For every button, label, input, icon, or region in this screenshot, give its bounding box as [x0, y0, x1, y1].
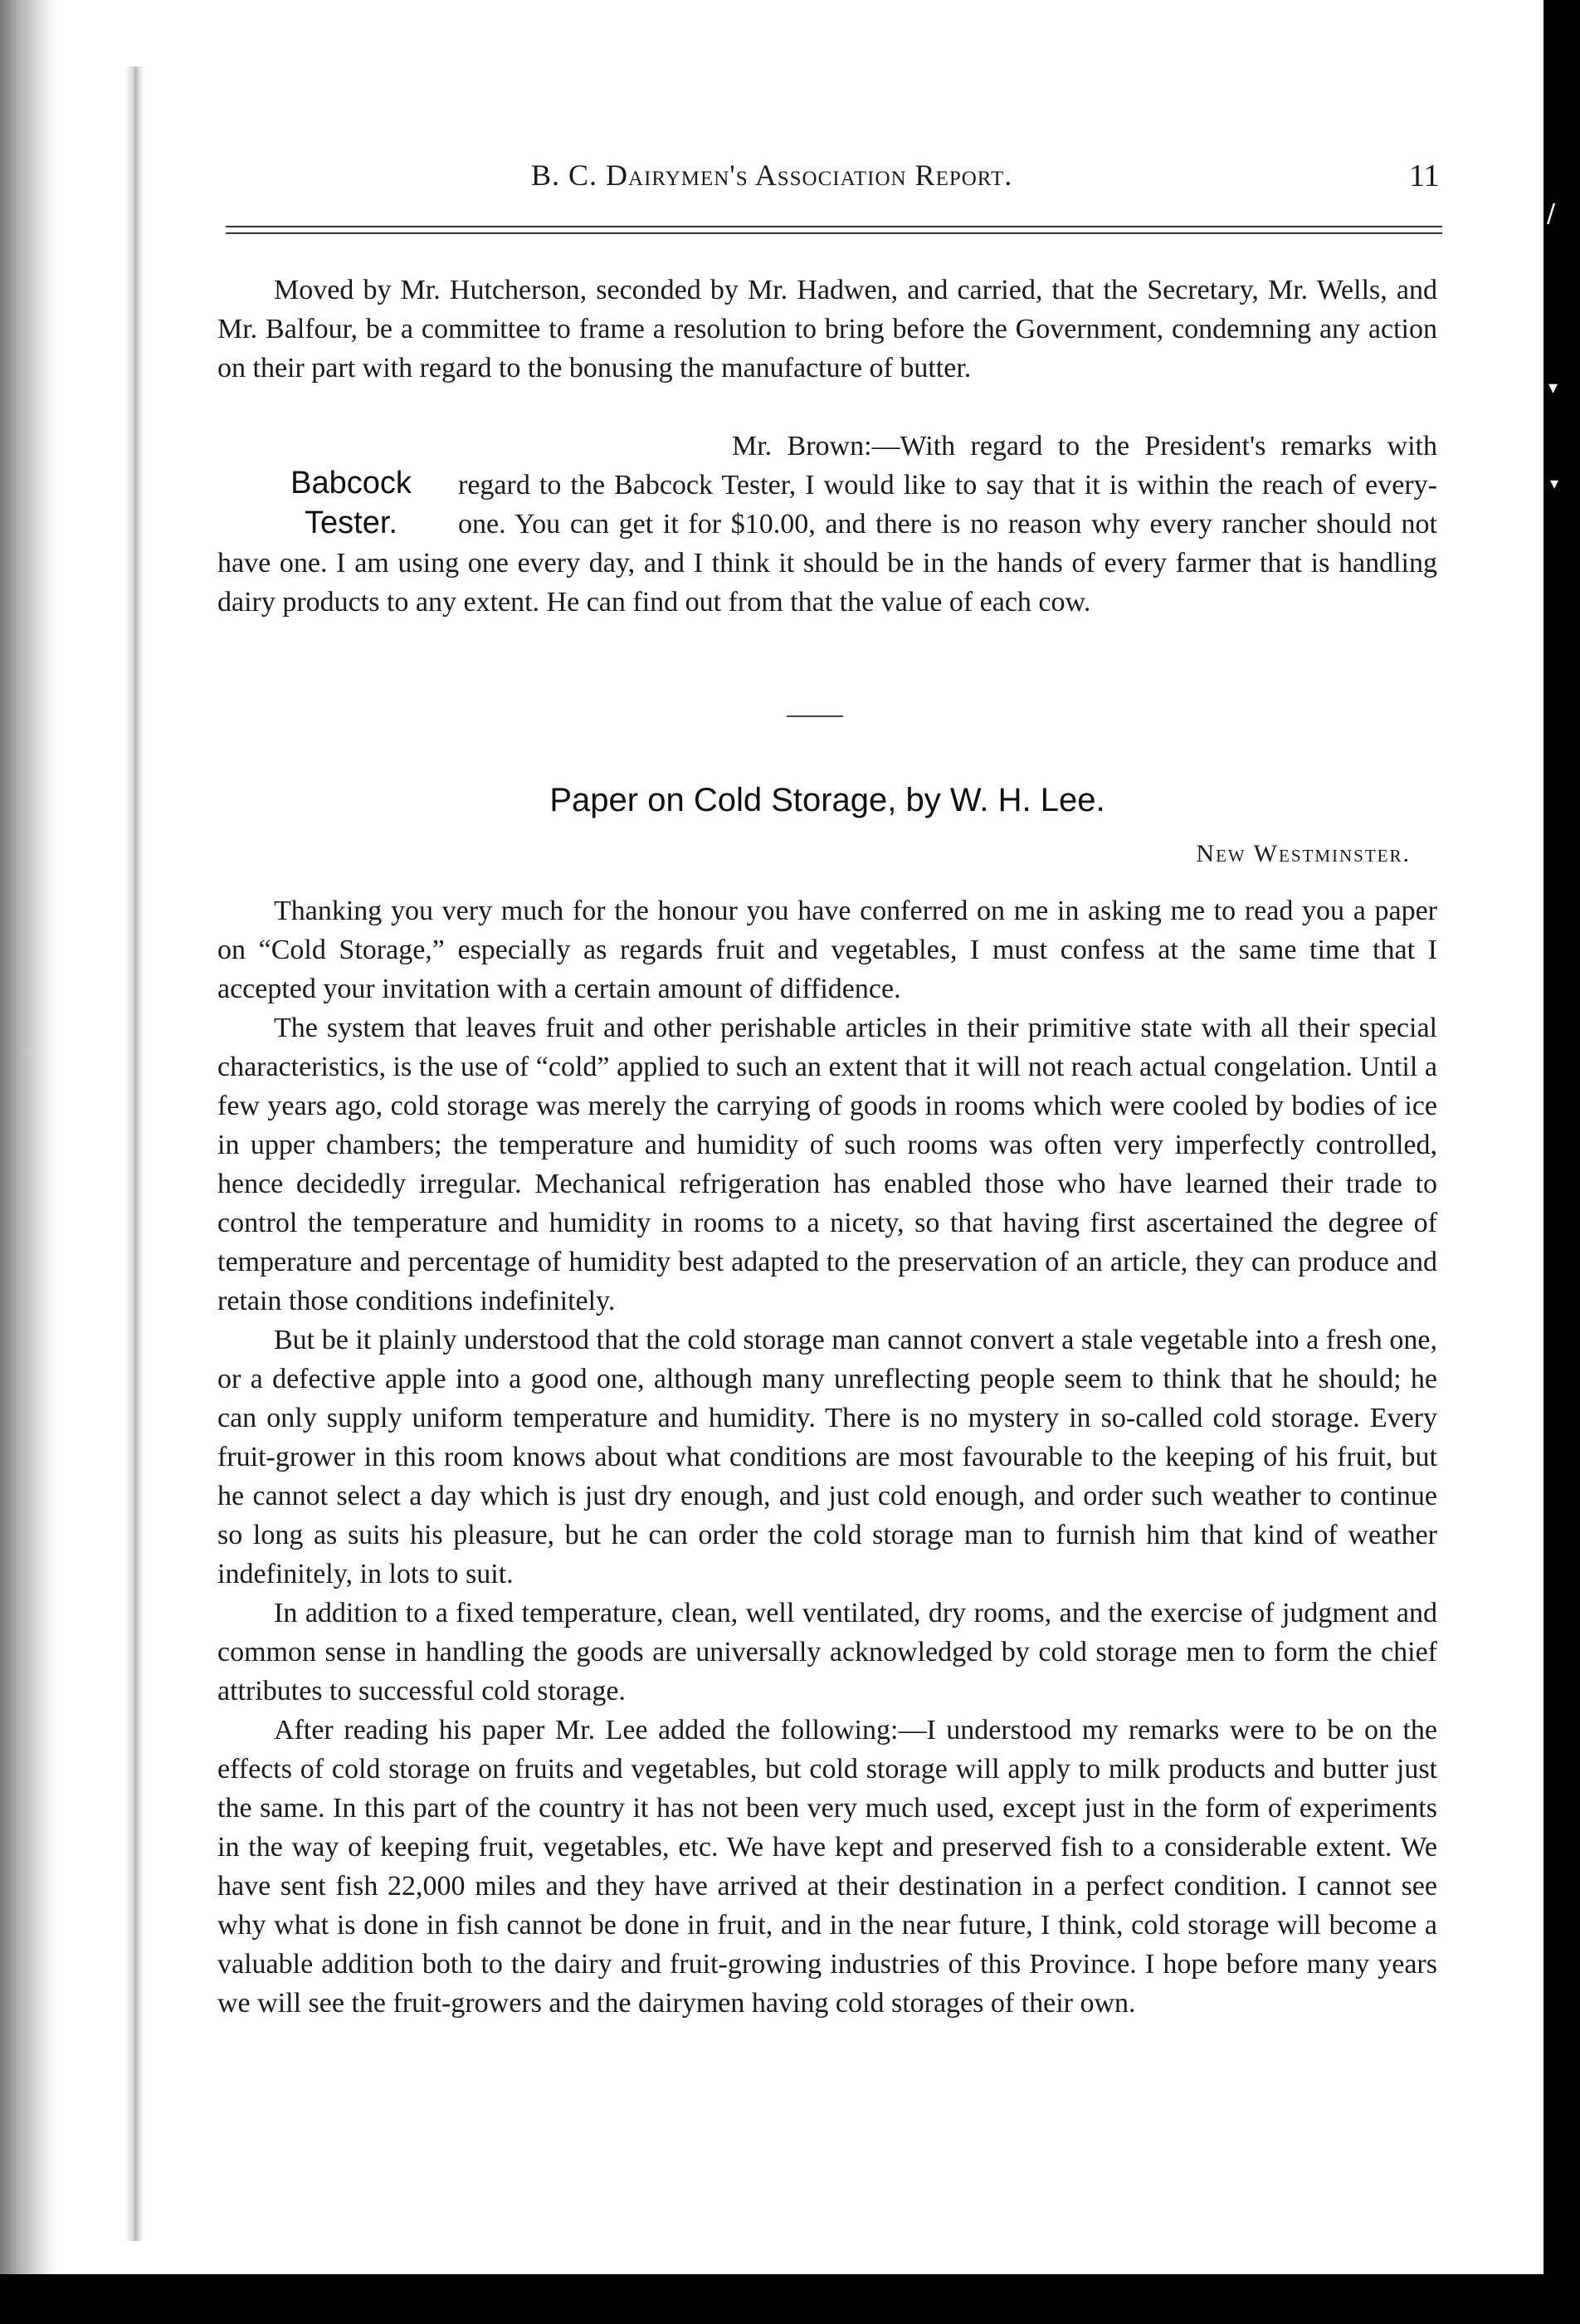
sidenote-line-1: Babcock [290, 466, 412, 500]
brown-paragraph: Mr. Brown:—With regard to the President's remarks with regard to the Babcock Tester, I would like to say that it is within the reach of every-one. You can get it for $10.00, and there is no reason why every rancher should not have one. I am using one every day, and I think it should be in the hands of every farmer that is handling dairy products to any extent. He can find out from that the value of each cow. [217, 431, 1437, 618]
paper-title: Paper on Cold Storage, by W. H. Lee. [549, 782, 1105, 818]
paper-paragraph: Thanking you very much for the honour you have conferred on me in asking me to read you a paper on “Cold Storage,” especially as regards fruit and vegetables, I must confess at the same time that I accepted your invitation with a certain amount of diffidence. [217, 896, 1437, 1004]
page-number: 11 [1409, 159, 1440, 193]
paper-paragraph: In addition to a fixed temperature, clean, well ventilated, dry rooms, and the exercise of judgment and common sense in handling the goods are universally acknowledged by cold storage men to form the chief attributes to successful cold storage. [217, 1598, 1437, 1706]
header-rule-bottom [226, 232, 1442, 234]
scan-edge [1543, 0, 1580, 2324]
edge-mark: ▾ [1550, 473, 1559, 493]
paper-place: New Westminster. [1196, 840, 1411, 867]
sidenote-line-2: Tester. [305, 505, 397, 540]
section-divider [787, 715, 843, 717]
motion-paragraph: Moved by Mr. Hutcherson, seconded by Mr. Hadwen, and carried, that the Secretary, Mr. Wells, and Mr. Balfour, be a committee to frame a resolution to bring before the Government, condemning any action on their part with regard to the bonusing the manufacture of butter. [217, 275, 1437, 383]
header-rule-top [226, 226, 1442, 227]
sidenote-spacer [217, 466, 458, 544]
brown-remarks [217, 427, 1437, 622]
edge-mark: ▾ [1548, 378, 1558, 398]
running-header: B. C. Dairymen's Association Report. [531, 159, 1013, 192]
paper-paragraph: But be it plainly understood that the cold storage man cannot convert a stale vegetable into a fresh one, or a defective apple into a good one, although many unreflecting people seem to think that he should; he can only supply uniform temperature and humidity. There is no mystery in so-called cold storage. Every fruit-grower in this room knows about what conditions are most favourable to the keeping of his fruit, but he cannot select a day which is just dry enough, and just cold enough, and order such weather to continue so long as suits his pleasure, but he can order the cold storage man to furnish him that kind of weather indefinitely, in lots to suit. [217, 1325, 1437, 1589]
edge-mark: / [1547, 199, 1556, 228]
minutes-paragraph [217, 271, 1437, 388]
binding-fold [124, 66, 144, 2241]
paper-paragraph: The system that leaves fruit and other perishable articles in their primitive state with all their special characteristics, is the use of “cold” applied to such an extent that it will not reach actual congelation. Until a few years ago, cold storage was merely the carrying of goods in rooms which were cooled by bodies of ice in upper chambers; the temperature and humidity of such rooms was often very imperfectly controlled, hence decidedly irregular. Mechanical refrigeration has enabled those who have learned their trade to control the temperature and humidity in rooms to a nicety, so that having first ascertained the degree of temperature and percentage of humidity best adapted to the preservation of an article, they can produce and retain those conditions indefinitely. [217, 1013, 1437, 1316]
binding-shadow [0, 0, 58, 2274]
paper-body [217, 891, 1437, 2023]
paper-paragraph: After reading his paper Mr. Lee added the following:—I understood my remarks were to be on the effects of cold storage on fruits and vegetables, but cold storage will apply to milk products and butter just the same. In this part of the country it has not been very much used, except just in the form of experiments in the way of keeping fruit, vegetables, etc. We have kept and preserved fish to a considerable extent. We have sent fish 22,000 miles and they have arrived at their destination in a perfect condition. I cannot see why what is done in fish cannot be done in fruit, and in the near future, I think, cold storage will become a valuable addition both to the dairy and fruit-growing industries of this Province. I hope before many years we will see the fruit-growers and the dairymen having cold storages of their own. [217, 1715, 1437, 2019]
